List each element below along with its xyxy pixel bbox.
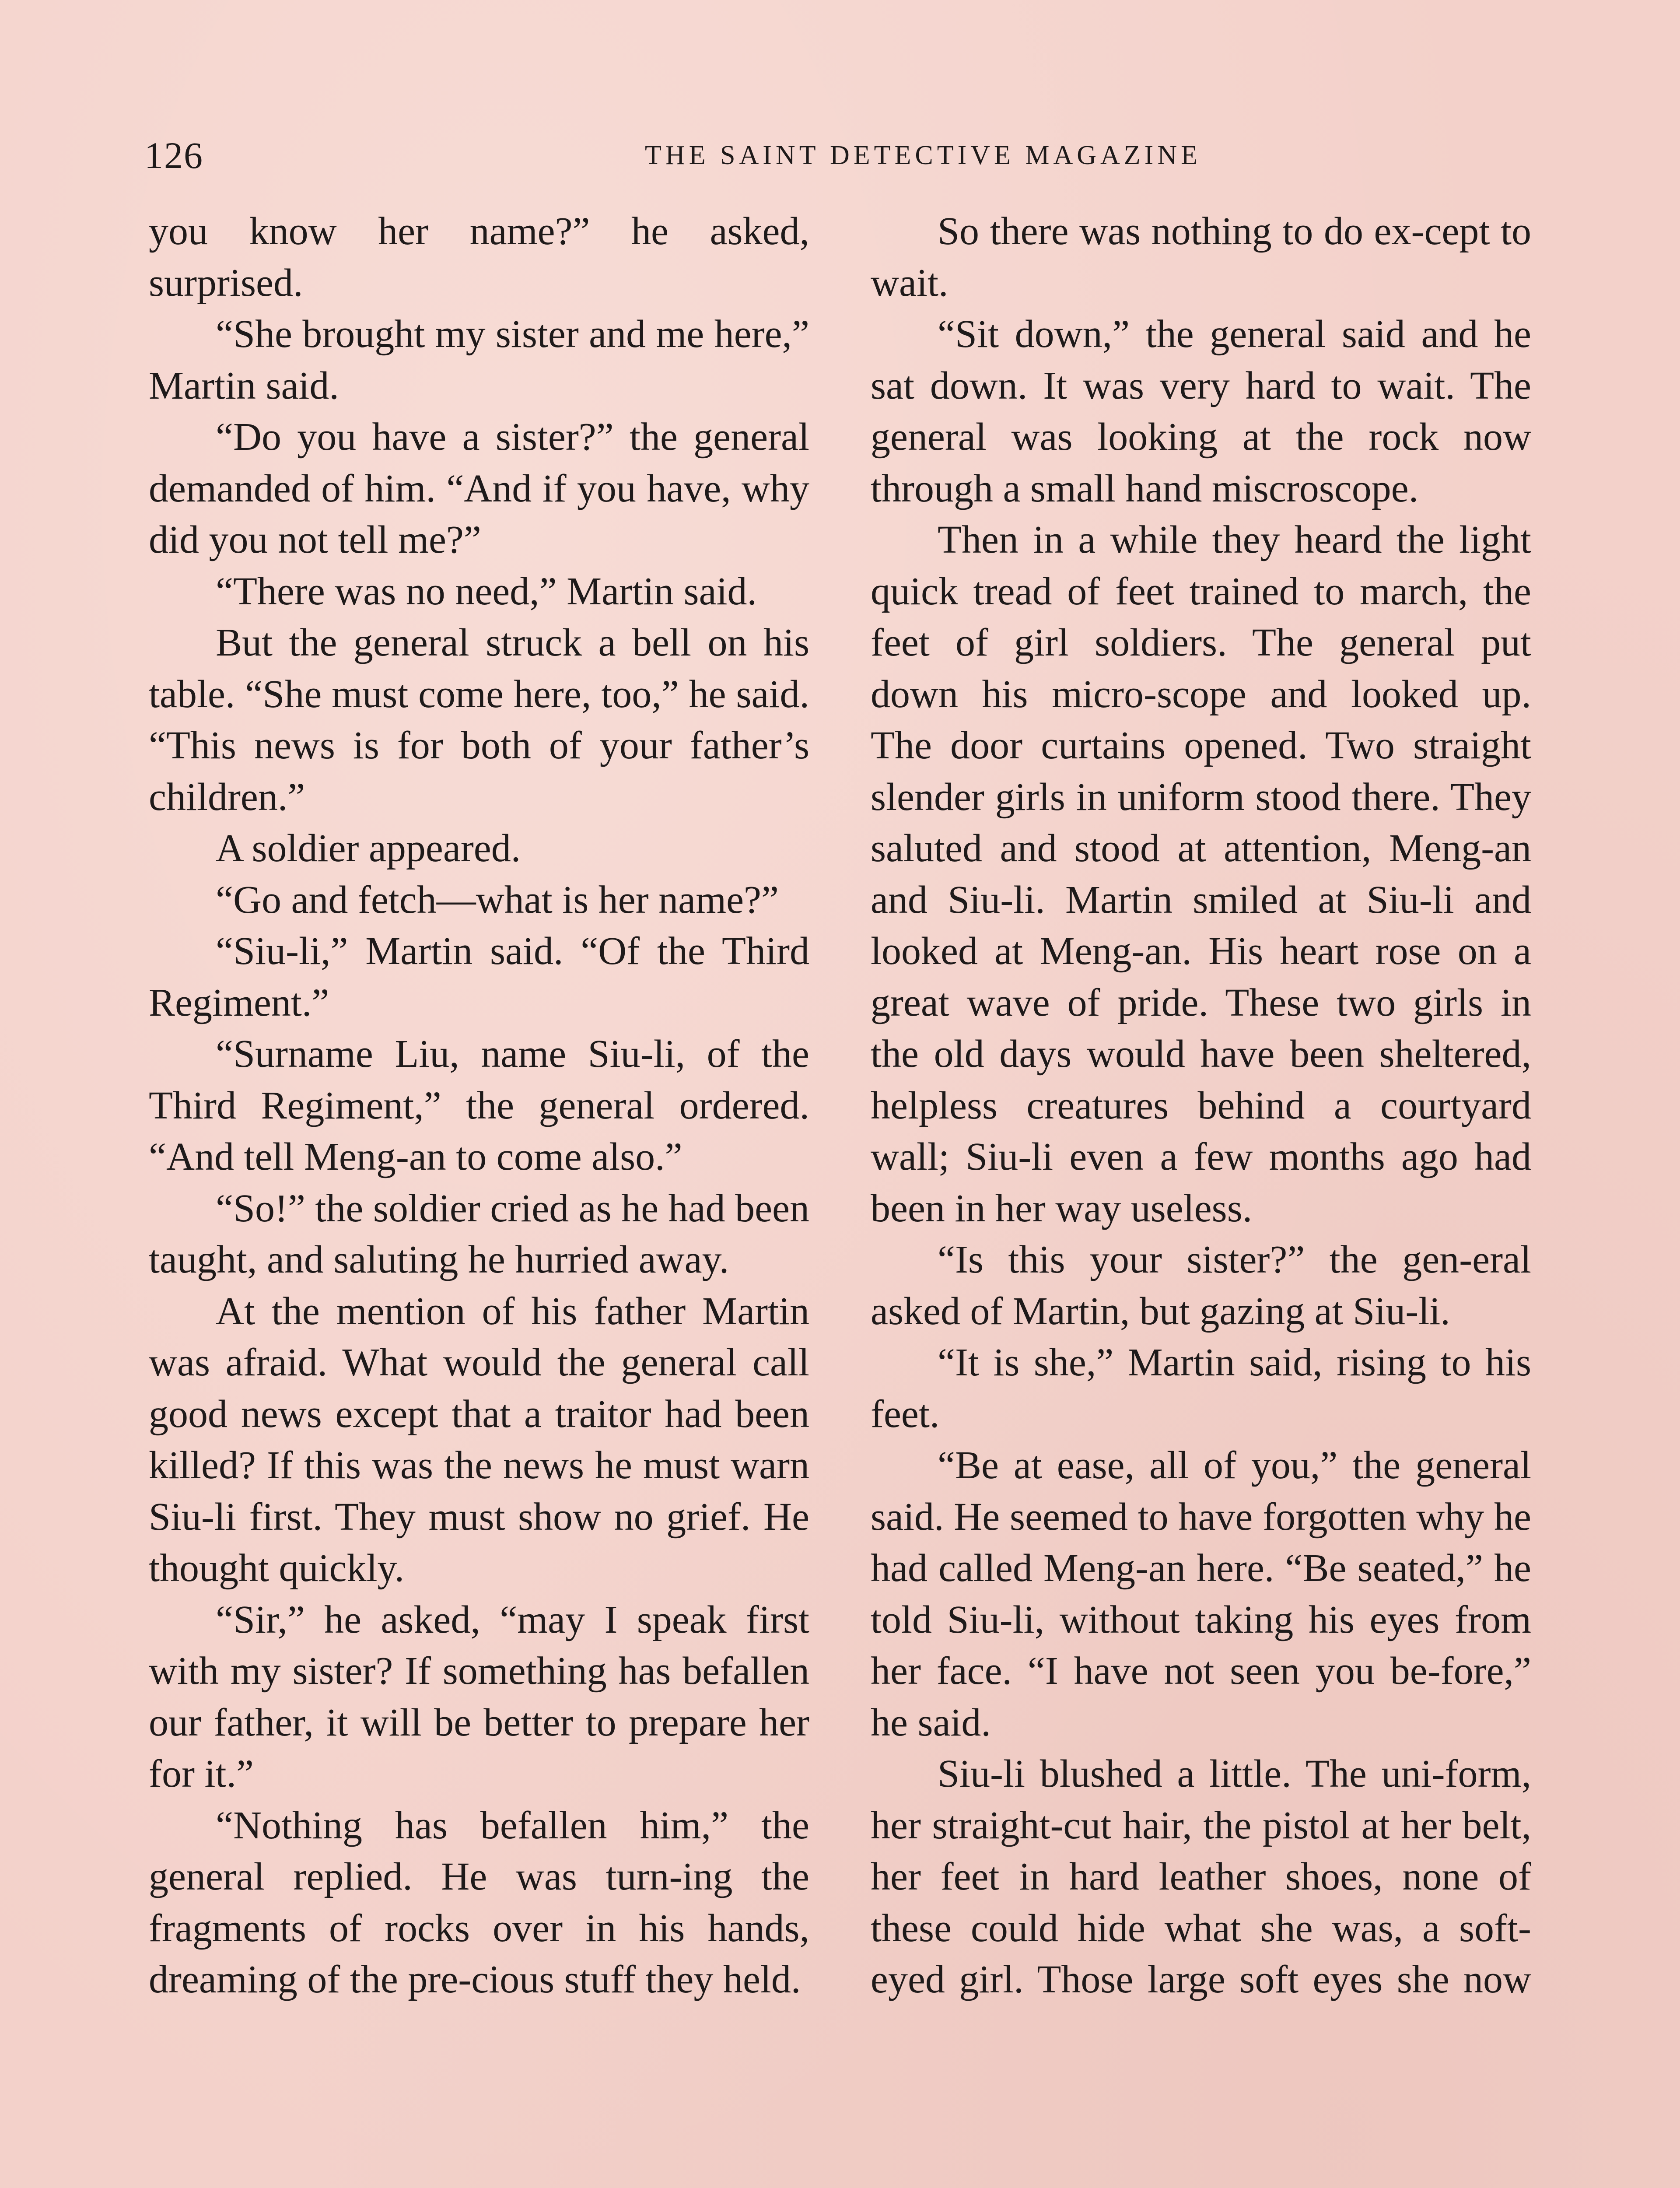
paragraph: “Nothing has befallen him,” the general replied. He was turn-ing the fragments of rocks over in his hands, dreaming of the pre-cious stuff they held. bbox=[149, 1803, 809, 2001]
running-head: THE SAINT DETECTIVE MAGAZINE bbox=[645, 140, 1201, 170]
paragraph: you know her name?” he asked, surprised. bbox=[149, 210, 809, 305]
paragraph: So there was nothing to do ex-cept to wait. bbox=[871, 210, 1531, 305]
page-number: 126 bbox=[144, 134, 203, 176]
paragraph: “She brought my sister and me here,” Martin said. bbox=[149, 312, 809, 407]
paragraph: A soldier appeared. bbox=[216, 827, 521, 870]
paragraph: At the mention of his father Martin was afraid. What would the general call good news except that a traitor had been killed? If this was the news he must warn Siu-li first. They must show no grief. He thought quickly. bbox=[149, 1289, 809, 1590]
paragraph: “It is she,” Martin said, rising to his feet. bbox=[871, 1341, 1531, 1436]
page-header bbox=[144, 131, 1536, 179]
paragraph: “Go and fetch—what is her name?” bbox=[216, 878, 779, 922]
paragraph: Siu-li blushed a little. The uni-form, her straight-cut hair, the pistol at her belt, her feet in hard leather shoes, none of these could hide what she was, a soft-eyed girl. Those large soft eyes she now bbox=[871, 1752, 1531, 2001]
paragraph: “Sir,” he asked, “may I speak first with my sister? If something has befallen our father, it will be better to prepare her for it.” bbox=[149, 1598, 809, 1795]
paragraph: “So!” the soldier cried as he had been taught, and saluting he hurried away. bbox=[149, 1186, 809, 1281]
left-column bbox=[149, 206, 809, 2006]
paragraph: “There was no need,” Martin said. bbox=[216, 569, 757, 613]
paragraph: “Surname Liu, name Siu-li, of the Third Regiment,” the general ordered. “And tell Meng-an to come also.” bbox=[149, 1032, 809, 1178]
paragraph: “Siu-li,” Martin said. “Of the Third Regiment.” bbox=[149, 929, 809, 1024]
paragraph: “Be at ease, all of you,” the general said. He seemed to have forgotten why he had called Meng-an here. “Be seated,” he told Siu-li, without taking his eyes from her face. “I have not seen you be-fore,” he said. bbox=[871, 1444, 1531, 1744]
paragraph: “Sit down,” the general said and he sat down. It was very hard to wait. The general was looking at the rock now through a small hand miscroscope. bbox=[871, 312, 1531, 510]
right-column bbox=[871, 206, 1531, 2006]
paragraph: Then in a while they heard the light quick tread of feet trained to march, the feet of girl soldiers. The general put down his micro-scope and looked up. The door curtains opened. Two straight slender girls in uniform stood there. They saluted and stood at attention, Meng-an and Siu-li. Martin smiled at Siu-li and looked at Meng-an. His heart rose on a great wave of pride. These two girls in the old days would have been sheltered, helpless creatures behind a courtyard wall; Siu-li even a few months ago had been in her way useless. bbox=[871, 518, 1531, 1230]
paragraph: But the general struck a bell on his table. “She must come here, too,” he said. “This news is for both of your father’s children.” bbox=[149, 621, 809, 819]
paragraph: “Do you have a sister?” the general demanded of him. “And if you have, why did you not tell me?” bbox=[149, 415, 809, 561]
paragraph: “Is this your sister?” the gen-eral asked of Martin, but gazing at Siu-li. bbox=[871, 1238, 1531, 1333]
